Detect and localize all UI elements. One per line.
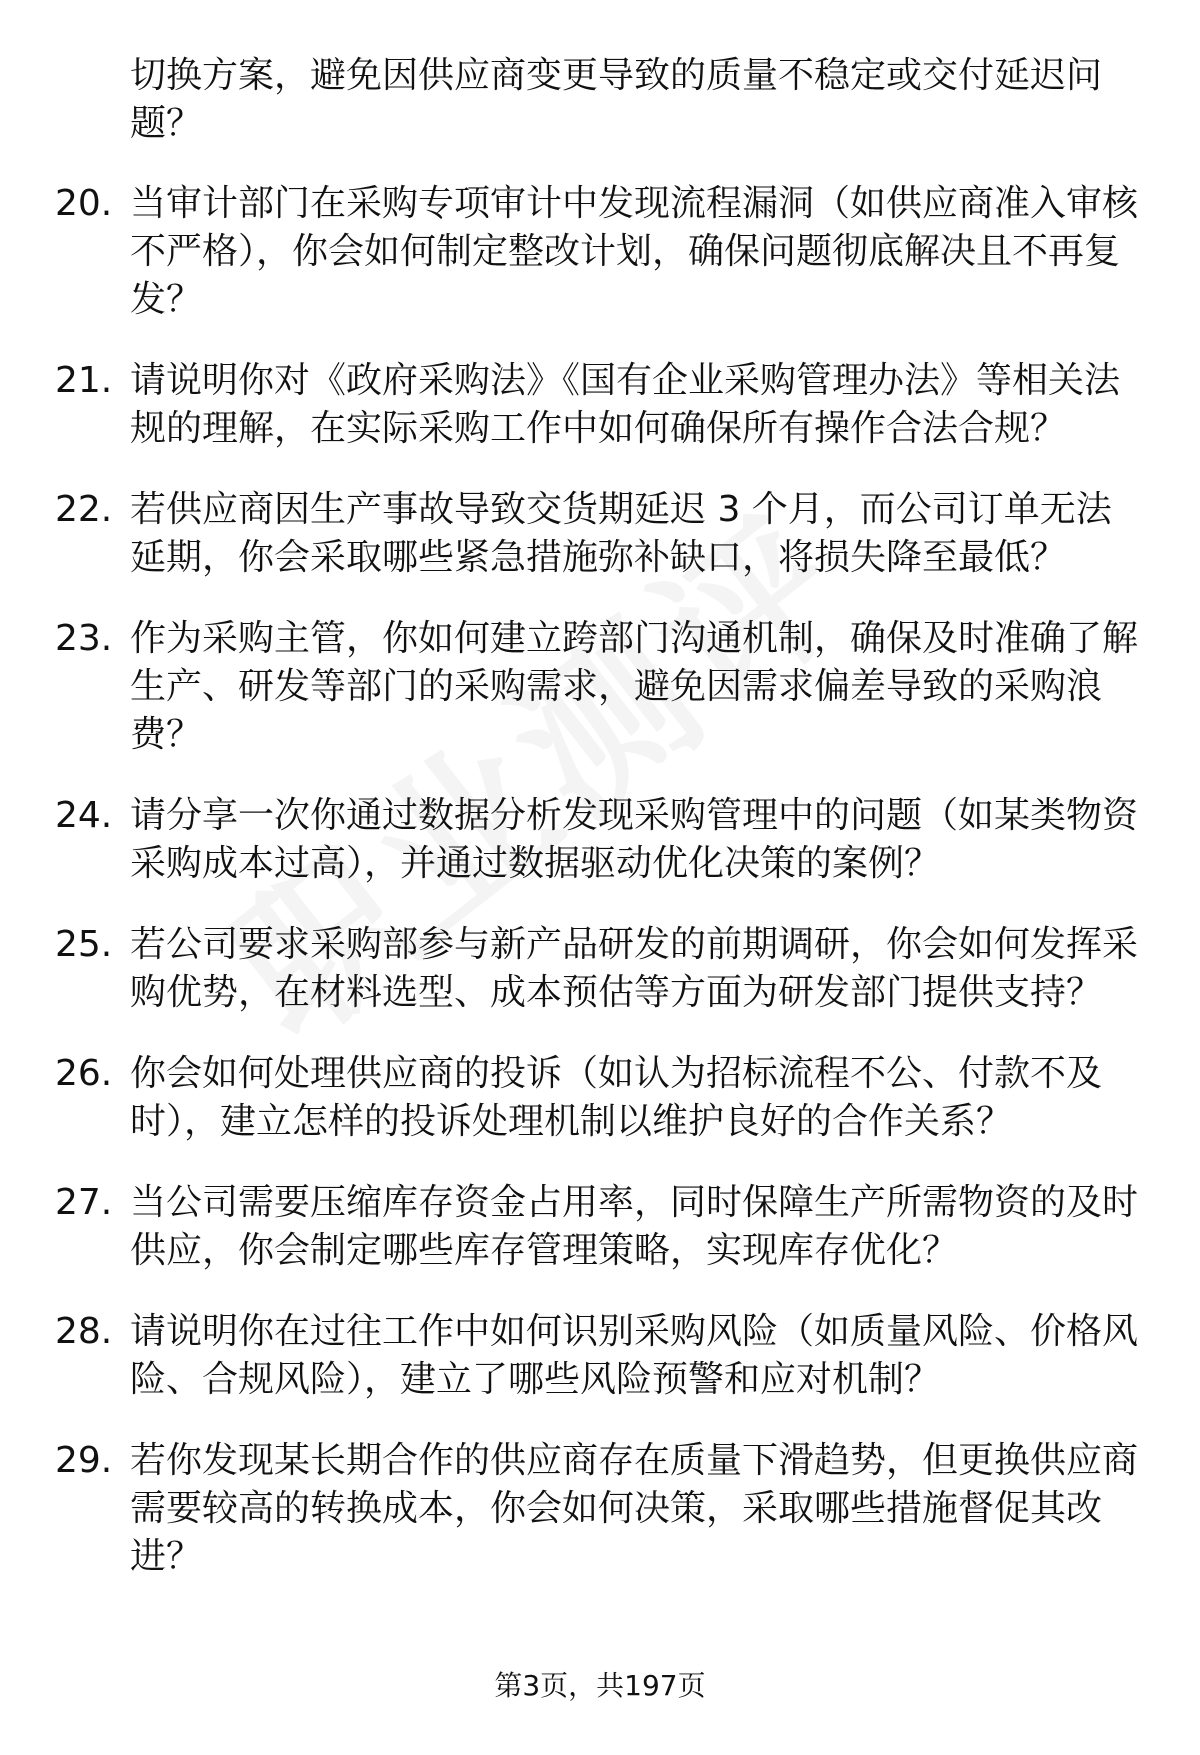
question-number: 20. [55,183,113,224]
question-item [0,180,1200,324]
question-text: 作为采购主管，你如何建立跨部门沟通机制，确保及时准确了解生产、研发等部门的采购需求，避免因需求偏差导致的采购浪费？ [130,618,1139,755]
question-text: 当公司需要压缩库存资金占用率，同时保障生产所需物资的及时供应，你会制定哪些库存管理策略，实现库存优化？ [130,1182,1139,1271]
question-text: 若供应商因生产事故导致交货期延迟 3 个月，而公司订单无法延期，你会采取哪些紧急措施弥补缺口，将损失降至最低？ [130,489,1112,578]
question-text: 你会如何处理供应商的投诉（如认为招标流程不公、付款不及时），建立怎样的投诉处理机制以维护良好的合作关系？ [130,1053,1103,1142]
page-footer: 第3页，共197页 [494,1669,706,1702]
question-number: 26. [55,1053,113,1094]
question-item [0,921,1200,1017]
question-text: 当审计部门在采购专项审计中发现流程漏洞（如供应商准入审核不严格），你会如何制定整改计划，确保问题彻底解决且不再复发？ [130,183,1139,320]
question-number: 24. [55,795,113,836]
question-number: 27. [55,1182,113,1223]
question-item [0,1437,1200,1581]
continued-question-text: 切换方案，避免因供应商变更导致的质量不稳定或交付延迟问题？ [130,55,1103,144]
question-number: 23. [55,618,113,659]
question-number: 25. [55,924,113,965]
question-list [0,52,1200,1614]
question-text: 请说明你对《政府采购法》《国有企业采购管理办法》等相关法规的理解，在实际采购工作中如何确保所有操作合法合规？ [130,360,1121,449]
question-item [0,615,1200,759]
question-item [0,1179,1200,1275]
question-text: 若公司要求采购部参与新产品研发的前期调研，你会如何发挥采购优势，在材料选型、成本预估等方面为研发部门提供支持？ [130,924,1139,1013]
question-text: 请分享一次你通过数据分析发现采购管理中的问题（如某类物资采购成本过高），并通过数据驱动优化决策的案例？ [130,795,1139,884]
question-text: 若你发现某长期合作的供应商存在质量下滑趋势，但更换供应商需要较高的转换成本，你会如何决策，采取哪些措施督促其改进？ [130,1440,1139,1577]
question-number: 21. [55,360,113,401]
question-item [0,792,1200,888]
question-number: 22. [55,489,113,530]
question-text: 请说明你在过往工作中如何识别采购风险（如质量风险、价格风险、合规风险），建立了哪些风险预警和应对机制？ [130,1311,1139,1400]
question-item [0,1050,1200,1146]
question-item [0,357,1200,453]
question-number: 29. [55,1440,113,1481]
question-item [0,1308,1200,1404]
question-number: 28. [55,1311,113,1352]
question-item [0,486,1200,582]
